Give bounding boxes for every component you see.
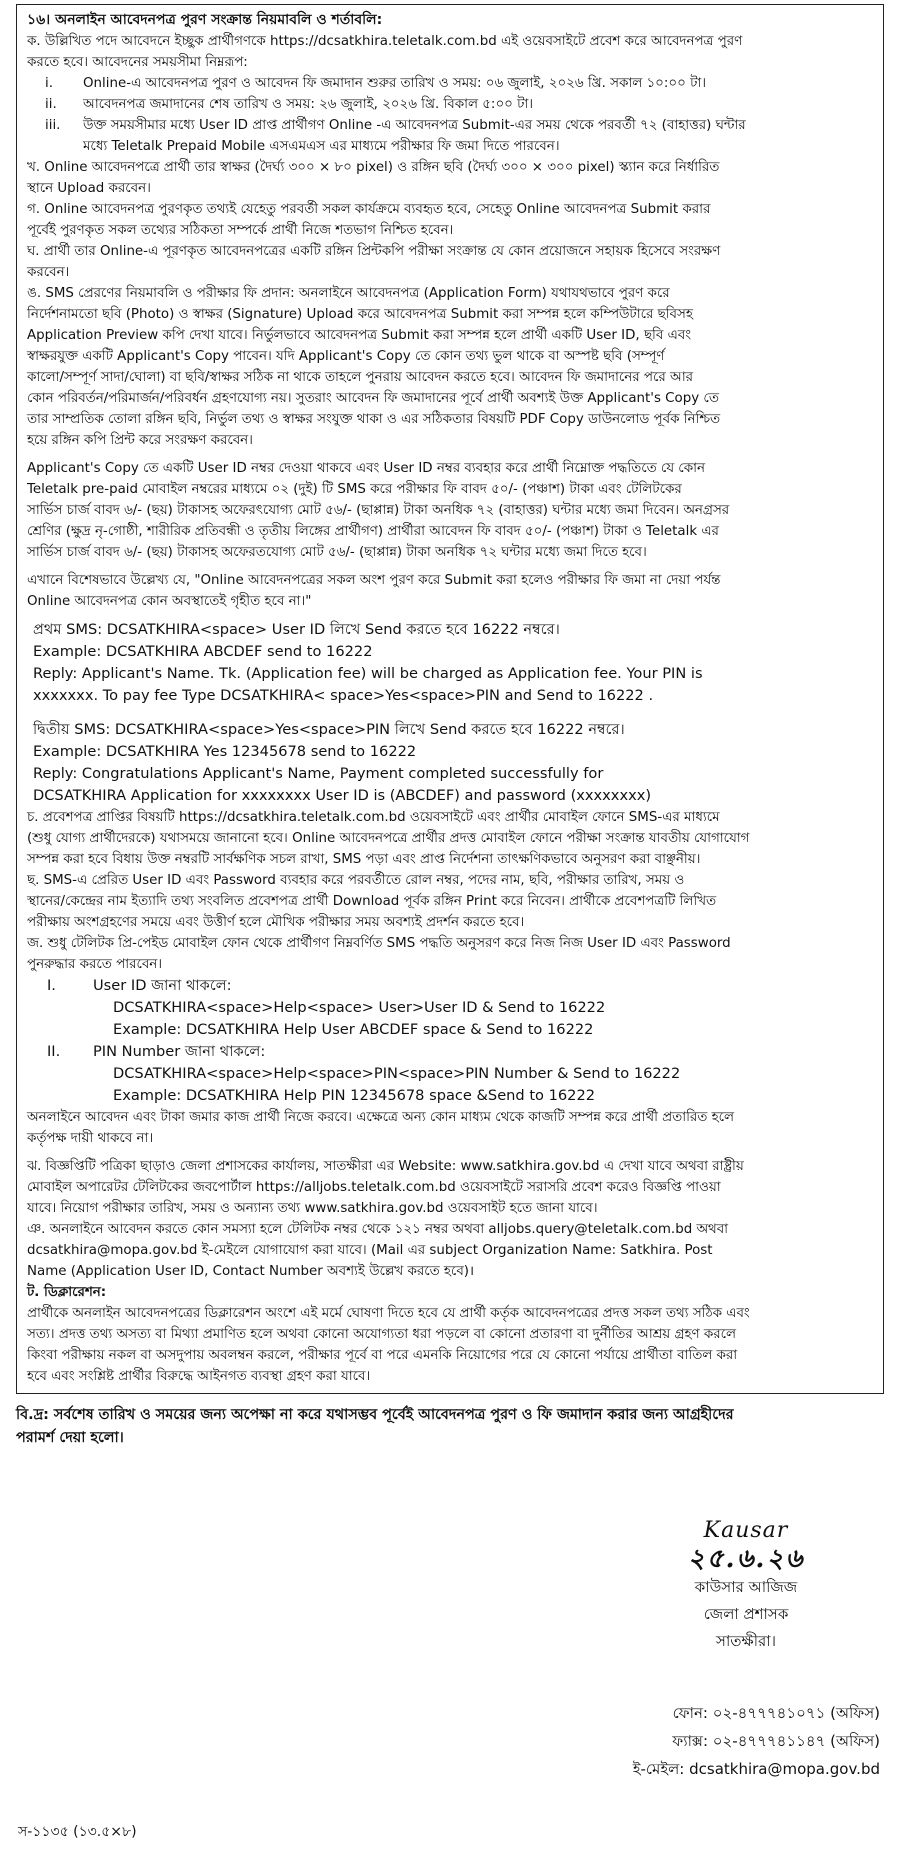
footnote (16, 1404, 884, 1450)
item-number: iii. (45, 118, 61, 133)
signature-date: ২৫.৬.২৬ (687, 1544, 805, 1574)
item-text: আবেদনপত্র জমাদানের শেষ তারিখ ও সময়: ২৬ জুলাই, ২০২৬ খ্রি. বিকাল ৫:০০ টা। (83, 97, 534, 112)
para-ng-line: Application Preview কপি দেখা যাবে। নির্ভুলভাবে আবেদনপত্র Submit করা সম্পন্ন হলে প্রার্থী একটি User ID, ছবি এবং (27, 328, 692, 343)
para-kh-line: স্থানে Upload করবেন। (27, 181, 151, 196)
copy-para-line: সার্ভিস চার্জ বাবদ ৬/- (ছয়) টাকাসহ অফেরৎযোগ্য মোট ৫৬/- (ছাপ্পান্ন) টাকা অনধিক ৭২ (বাহাত্তর) ঘন্টার মধ্যে জমা দিবেন। অনগ্রসর (27, 503, 730, 518)
item-number: I. (47, 977, 56, 994)
first-sms-line: xxxxxxx. To pay fee Type DCSATKHIRA< space>Yes<space>PIN and Send to 16222 . (33, 687, 654, 704)
second-sms-line: DCSATKHIRA Application for xxxxxxxx User ID is (ABCDEF) and password (xxxxxxxx) (33, 787, 652, 804)
recovery-line: DCSATKHIRA<space>Help<space> User>User ID & Send to 16222 (113, 999, 606, 1016)
para-ch-line: সম্পন্ন করা হবে বিধায় উক্ত নম্বরটি সার্বক্ষণিক সচল রাখা, SMS পড়া এবং প্রাপ্ত নির্দেশনা তাৎক্ষণিকভাবে অনুসরণ করা বাঞ্ছনীয়। (27, 852, 701, 867)
para-chh-line: ছ. SMS-এ প্রেরিত User ID এবং Password ব্যবহার করে পরবর্তীতে রোল নম্বর, পদের নাম, ছবি, পরীক্ষার তারিখ, সময় ও (27, 873, 685, 888)
para-ng-line: স্বাক্ষরযুক্ত একটি Applicant's Copy পাবেন। যদি Applicant's Copy তে কোন তথ্য ভুল থাকে বা অস্পষ্ট ছবি (সম্পূর্ণ (27, 349, 665, 364)
first-sms-line: প্রথম SMS: DCSATKHIRA<space> User ID লিখে Send করতে হবে 16222 নম্বরে। (33, 621, 560, 638)
para-ng-line: কোন পরিবর্তন/পরিমার্জন/পরিবর্ধন গ্রহণযোগ্য নয়। সুতরাং আবেদন ফি জমাদানের পূর্বে প্রার্থী অবশ্যই উক্ত Applicant's Copy তে (27, 391, 719, 406)
second-sms-line: Example: DCSATKHIRA Yes 12345678 send to 16222 (33, 743, 417, 760)
para-chh-line: পরীক্ষায় অংশগ্রহণের সময়ে এবং উত্তীর্ণ হলে মৌখিক পরীক্ষার সময় অবশ্যই প্রদর্শন করতে হবে। (27, 915, 525, 930)
recovery-item (27, 975, 873, 997)
copy-para-line: Applicant's Copy তে একটি User ID নম্বর দেওয়া থাকবে এবং User ID নম্বর ব্যবহার করে প্রার্থী নিম্নোক্ত পদ্ধতিতে যে কোন (27, 461, 705, 476)
fraud-note-line: অনলাইনে আবেদন এবং টাকা জমার কাজ প্রার্থী নিজে করবে। এক্ষেত্রে অন্য কোন মাধ্যম থেকে কাজটি সম্পন্ন করে প্রার্থী প্রতারিত হলে (27, 1110, 734, 1125)
para-ng-line: হয়ে রঙ্গিন কপি প্রিন্ট করে সংরক্ষণ করবেন। (27, 433, 253, 448)
item-text-block (83, 115, 873, 157)
k-item (27, 73, 873, 94)
para-jh-line: ঝ. বিজ্ঞপ্তিটি পত্রিকা ছাড়াও জেলা প্রশাসকের কার্যালয়, সাতক্ষীরা এর Website: www.satkhira.gov.bd এ দেখা যাবে অথবা রাষ্ট্রীয় (27, 1159, 744, 1174)
para-ng-line: তার সাম্প্রতিক তোলা রঙ্গিন ছবি, নির্ভুল তথ্য ও স্বাক্ষর সংযুক্ত থাকা ও এর সঠিকতার বিষয়টি PDF Copy ডাউনলোড পূর্বক নিশ্চিত (27, 412, 721, 427)
item-title: User ID জানা থাকলে: (93, 977, 232, 994)
para-ny-line: Name (Application User ID, Contact Number অবশ্যই উল্লেখ করতে হবে)। (27, 1264, 475, 1279)
item-number: II. (47, 1043, 61, 1060)
item-number: ii. (45, 97, 57, 112)
special-note-line: এখানে বিশেষভাবে উল্লেখ্য যে, "Online আবেদনপত্রের সকল অংশ পুরণ করে Submit করা হলেও পরীক্ষার ফি জমা না দেয়া পর্যন্ত (27, 573, 721, 588)
signatory-title: জেলা প্রশাসক (703, 1605, 789, 1623)
copy-para-line: শ্রেণির (ক্ষুদ্র নৃ-গোষ্ঠী, শারীরিক প্রতিবন্ধী ও তৃতীয় লিঙ্গের প্রার্থীগণ) প্রার্থীরা আবেদন ফি বাবদ ৫০/- (পঞ্চাশ) টাকা ও Teletalk এর (27, 524, 719, 539)
reference-code: স-১১৩৫ (১৩.৫×৮) (18, 1824, 137, 1840)
declaration-line: প্রার্থীকে অনলাইন আবেদনপত্রের ডিক্লারেশন অংশে এই মর্মে ঘোষণা দিতে হবে যে প্রার্থী কর্তৃক আবেদনপত্রের প্রদত্ত সকল তথ্য সঠিক এবং (27, 1306, 750, 1321)
first-sms-line: Example: DCSATKHIRA ABCDEF send to 16222 (33, 643, 373, 660)
recovery-item (27, 1041, 873, 1063)
declaration-line: সত্য। প্রদত্ত তথ্য অসত্য বা মিথ্যা প্রমাণিত হলে অথবা কোনো অযোগ্যতা ধরা পড়লে বা কোনো প্রতারণা বা দুর্নীতির আশ্রয় গ্রহণ করলে (27, 1327, 736, 1342)
rules-box (16, 4, 884, 1394)
signatory-name: কাউসার আজিজ (694, 1578, 798, 1596)
footnote-line: বি.দ্র: সর্বশেষ তারিখ ও সময়ের জন্য অপেক্ষা না করে যথাসম্ভব পূর্বেই আবেদনপত্র পুরণ ও ফি জমাদান করার জন্য আগ্রহীদের (16, 1407, 734, 1423)
para-g-line: গ. Online আবেদনপত্র পুরণকৃত তথ্যই যেহেতু পরবর্তী সকল কার্যক্রমে ব্যবহৃত হবে, সেহেতু Online আবেদনপত্র Submit করার (27, 202, 711, 217)
para-kh-line: খ. Online আবেদনপত্রে প্রার্থী তার স্বাক্ষর (দৈর্ঘ্য ৩০০ × ৮০ pixel) ও রঙ্গিন ছবি (দৈর্ঘ্য ৩০০ × ৩০০ pixel) স্ক্যান করে নির্ধারিত (27, 160, 720, 175)
recovery-line: Example: DCSATKHIRA Help PIN 12345678 space &Send to 16222 (113, 1087, 596, 1104)
para-jh-line: মোবাইল অপারেটর টেলিটকের জবপোর্টাল https://alljobs.teletalk.com.bd ওয়েবসাইটে সরাসরি প্রবেশ করেও বিজ্ঞপ্তি পাওয়া (27, 1180, 721, 1195)
special-note-line: Online আবেদনপত্র কোন অবস্থাতেই গৃহীত হবে না।" (27, 594, 312, 609)
copy-para-line: সার্ভিস চার্জ বাবদ ৬/- (ছয়) টাকাসহ অফেরতযোগ্য মোট ৫৬/- (ছাপ্পান্ন) টাকা অনধিক ৭২ ঘন্টার মধ্যে জমা দিতে হবে। (27, 545, 647, 560)
phone-number: ফোন: ০২-৪৭৭৭৪১০৭১ (অফিস) (672, 1704, 880, 1722)
para-j-line: পুনরুদ্ধার করতে পারবেন। (27, 957, 163, 972)
second-sms-line: দ্বিতীয় SMS: DCSATKHIRA<space>Yes<space>PIN লিখে Send করতে হবে 16222 নম্বরে। (33, 721, 625, 738)
footnote-line: পরামর্শ দেয়া হলো। (16, 1430, 124, 1446)
para-ng-line: কালো/সম্পূর্ণ সাদা/ঘোলা) বা ছবি/স্বাক্ষর সঠিক না থাকে তাহলে পুনরায় আবেদন করতে হবে। আবেদন ফি জমাদানের পরে আর (27, 370, 693, 385)
para-ng-line: নির্দেশনামতো ছবি (Photo) ও স্বাক্ষর (Signature) Upload করে আবেদনপত্র Submit করা সম্পন্ন হলে কম্পিউটারে ছবিসহ (27, 307, 693, 322)
para-g-line: পূর্বেই পুরণকৃত সকল তথ্যের সঠিকতা সম্পর্কে প্রার্থী নিজে শতভাগ নিশ্চিত হবেন। (27, 223, 454, 238)
para-gh-line: করবেন। (27, 265, 70, 280)
item-number: i. (45, 76, 53, 91)
first-sms-line: Reply: Applicant's Name. Tk. (Application fee) will be charged as Application fee. Your PIN is (33, 665, 703, 682)
para-ny-line: dcsatkhira@mopa.gov.bd ই-মেইলে যোগাযোগ করা যাবে। (Mail এর subject Organization Name: Satkhira. Post (27, 1243, 713, 1258)
item-title: PIN Number জানা থাকলে: (93, 1043, 266, 1060)
fax-number: ফ্যাক্স: ০২-৪৭৭৭৪১১৪৭ (অফিস) (672, 1732, 880, 1750)
second-sms-line: Reply: Congratulations Applicant's Name, Payment completed successfully for (33, 765, 604, 782)
item-text: উক্ত সময়সীমার মধ্যে User ID প্রাপ্ত প্রার্থীগণ Online -এ আবেদনপত্র Submit-এর সময় থেকে পরবর্তী ৭২ (বাহাত্তর) ঘন্টার (83, 118, 746, 133)
para-ch-line: (শুধু যোগ্য প্রার্থীদেরকে) যথাসময়ে জানানো হবে। Online আবেদনপত্রে প্রার্থীর প্রদত্ত মোবাইল ফোনে পরীক্ষা সংক্রান্ত যাবতীয় যোগাযোগ (27, 831, 750, 846)
declaration-line: কিংবা পরীক্ষায় নকল বা অসদুপায় অবলম্বন করলে, পরীক্ষার পূর্বে বা পরে এমনকি নিয়োগের পরে যে কোনো পর্যায়ে প্রার্থীতা বাতিল করা (27, 1348, 738, 1363)
declaration-title: ট. ডিক্লারেশন: (27, 1285, 107, 1300)
copy-para-line: Teletalk pre-paid মোবাইল নম্বরের মাধ্যমে ০২ (দুই) টি SMS করে পরীক্ষার ফি বাবদ ৫০/- (পঞ্চাশ) টাকা এবং টেলিটকের (27, 482, 682, 497)
declaration-line: হবে এবং সংশ্লিষ্ট প্রার্থীর বিরুদ্ধে আইনগত ব্যবস্থা গ্রহণ করা যাবে। (27, 1369, 371, 1384)
recovery-line: Example: DCSATKHIRA Help User ABCDEF space & Send to 16222 (113, 1021, 594, 1038)
para-chh-line: স্থানের/কেন্দ্রের নাম ইত্যাদি তথ্য সংবলিত প্রবেশপত্র প্রার্থী Download পূর্বক রঙ্গিন Print করে নিবেন। প্রার্থীকে প্রবেশপত্রটি লিখিত (27, 894, 717, 909)
contact-block (633, 1699, 880, 1783)
section-heading: ১৬। অনলাইন আবেদনপত্র পুরণ সংক্রান্ত নিয়মাবলি ও শর্তাবলি: (27, 12, 383, 28)
para-ch-line: চ. প্রবেশপত্র প্রাপ্তির বিষয়টি https://dcsatkhira.teletalk.com.bd ওয়েবসাইটে এবং প্রার্থীর মোবাইল ফোনে SMS-এর মাধ্যমে (27, 810, 720, 825)
para-jh-line: যাবে। নিয়োগ পরীক্ষার তারিখ, সময় ও অন্যান্য তথ্য www.satkhira.gov.bd ওয়েবসাইট হতে জানা যাবে। (27, 1201, 598, 1216)
fraud-note-line: কর্তৃপক্ষ দায়ী থাকবে না। (27, 1131, 154, 1146)
para-ng-line: ঙ. SMS প্রেরণের নিয়মাবলি ও পরীক্ষার ফি প্রদান: অনলাইনে আবেদনপত্র (Application Form) যথাযথভাবে পুরণ করে (27, 286, 670, 301)
signatory-district: সাতক্ষীরা। (716, 1632, 776, 1650)
handwritten-signature: Kausar (703, 1518, 789, 1543)
recovery-line: DCSATKHIRA<space>Help<space>PIN<space>PIN Number & Send to 16222 (113, 1065, 681, 1082)
email-address: ই-মেইল: dcsatkhira@mopa.gov.bd (632, 1760, 880, 1778)
para-k-line: ক. উল্লিখিত পদে আবেদনে ইচ্ছুক প্রার্থীগণকে https://dcsatkhira.teletalk.com.bd এই ওয়েবসাইটে প্রবেশ করে আবেদনপত্র পুরণ (27, 34, 743, 49)
para-ny-line: ঞ. অনলাইনে আবেদন করতে কোন সমস্যা হলে টেলিটক নম্বর থেকে ১২১ নম্বর অথবা alljobs.query@teletalk.com.bd অথবা (27, 1222, 729, 1237)
para-gh-line: ঘ. প্রার্থী তার Online-এ পূরণকৃত আবেদনপত্রের একটি রঙ্গিন প্রিন্টকপি পরীক্ষা সংক্রান্ত যে কোন প্রয়োজনে সহায়ক হিসেবে সংরক্ষণ (27, 244, 721, 259)
item-text: মধ্যে Teletalk Prepaid Mobile এসএমএস এর মাধ্যমে পরীক্ষার ফি জমা দিতে পারবেন। (83, 139, 560, 154)
para-k-line: করতে হবে। আবেদনের সময়সীমা নিম্নরূপ: (27, 55, 248, 70)
signature-block (616, 1518, 876, 1655)
k-item (27, 94, 873, 115)
item-text: Online-এ আবেদনপত্র পুরণ ও আবেদন ফি জমাদান শুরুর তারিখ ও সময়: ০৬ জুলাই, ২০২৬ খ্রি. সকাল ১০:০০ টা। (83, 76, 707, 91)
para-j-line: জ. শুধু টেলিটক প্রি-পেইড মোবাইল ফোন থেকে প্রার্থীগণ নিম্নবর্ণিত SMS পদ্ধতি অনুসরণ করে নিজ নিজ User ID এবং Password (27, 936, 731, 951)
k-item (27, 115, 873, 157)
